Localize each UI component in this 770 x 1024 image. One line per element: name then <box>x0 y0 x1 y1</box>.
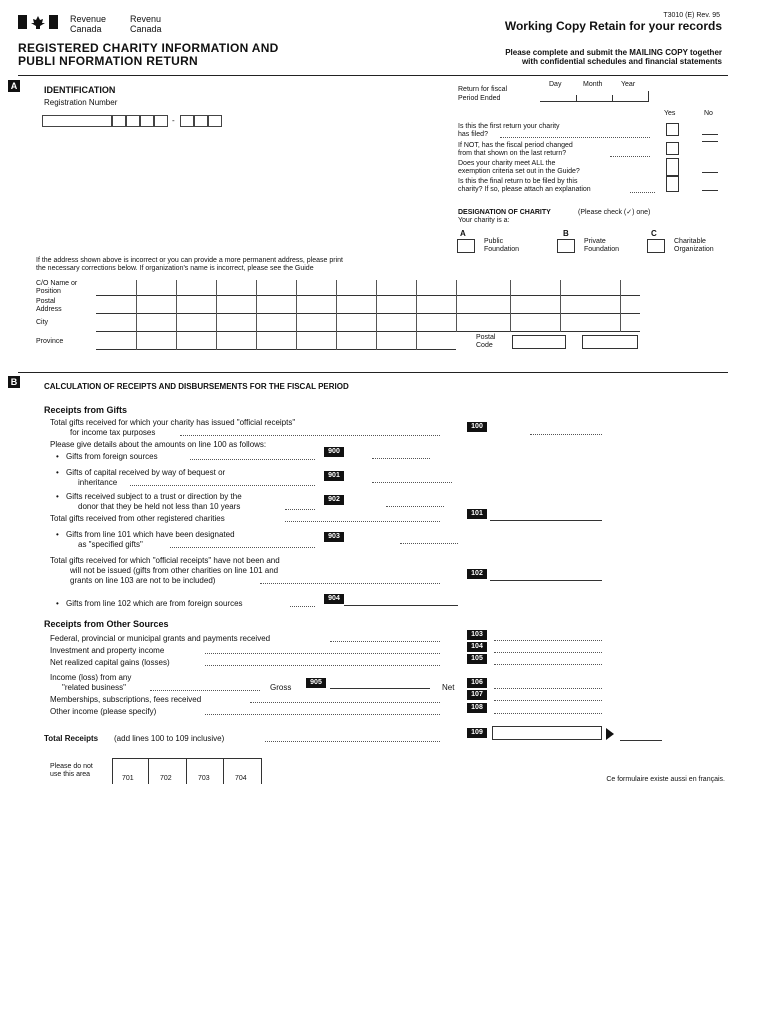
gov-name-en-2: Canada <box>70 24 102 34</box>
address-note-2: the necessary corrections below. If organization's name is incorrect, please see the Guide <box>36 265 314 272</box>
charitable-organization-checkbox[interactable] <box>647 239 665 253</box>
total-receipts-carry-field[interactable] <box>620 740 662 741</box>
line-101-amount-field[interactable] <box>490 520 602 521</box>
charitable-organization-label-2: Organization <box>674 246 714 253</box>
line-107-code: 107 <box>467 690 487 700</box>
designation-option-a-letter: A <box>460 229 466 238</box>
line-102-label-3: grants on line 103 are not to be included) <box>70 576 216 585</box>
gross-amount-field[interactable] <box>330 688 430 689</box>
postal-code-field-2[interactable] <box>582 335 638 349</box>
line-102-code: 102 <box>467 569 487 579</box>
gross-label: Gross <box>270 683 292 692</box>
period-ended-date-field[interactable] <box>540 91 650 103</box>
postal-code-field-1[interactable] <box>512 335 566 349</box>
question-fiscal-change-2: from that shown on the last return? <box>458 150 567 157</box>
designation-option-c-letter: C <box>651 229 657 238</box>
postal-code-label-2: Code <box>476 342 493 349</box>
final-return-yes-checkbox[interactable] <box>666 176 679 192</box>
line-107-amount-field[interactable] <box>494 700 602 701</box>
postal-address-label-2: Address <box>36 306 62 313</box>
section-a-title: IDENTIFICATION <box>44 85 116 95</box>
line-901-code: 901 <box>324 471 344 481</box>
section-divider <box>18 372 728 373</box>
registration-number-label: Registration Number <box>44 98 118 107</box>
gifts-heading: Receipts from Gifts <box>44 405 128 415</box>
reserved-area-note-2: use this area <box>50 771 91 778</box>
private-foundation-label-2: Foundation <box>584 246 620 253</box>
question-exemption-2: exemption criteria set out in the Guide? <box>458 168 580 175</box>
line-904-amount-field[interactable] <box>344 605 458 606</box>
line-100-label-2: for income tax purposes <box>70 428 156 437</box>
no-header: No <box>704 110 713 117</box>
line-102-label-1: Total gifts received for which "official receipts" have not been and <box>50 556 280 565</box>
line-901-label-1: Gifts of capital received by way of bequest or <box>66 468 226 477</box>
exemption-no-field[interactable] <box>702 172 718 173</box>
line-904-code: 904 <box>324 594 344 604</box>
charitable-organization-label-1: Charitable <box>674 238 706 245</box>
line-106-amount-field[interactable] <box>494 688 602 689</box>
question-fiscal-change-1: If NOT, has the fiscal period changed <box>458 142 573 149</box>
line-106-label-1: Income (loss) from any <box>50 673 132 682</box>
province-label: Province <box>36 338 64 345</box>
province-field[interactable] <box>96 336 456 350</box>
public-foundation-checkbox[interactable] <box>457 239 475 253</box>
line-902-label-2: donor that they be held not less than 10 years <box>78 502 241 511</box>
postal-code-label-1: Postal <box>476 334 496 341</box>
address-note-1: If the address shown above is incorrect or you can provide a more permanent address, please print <box>36 257 343 264</box>
return-fiscal-label-1: Return for fiscal <box>458 86 508 93</box>
form-title-line-1: REGISTERED CHARITY INFORMATION AND <box>18 41 279 55</box>
exemption-yes-checkbox[interactable] <box>666 158 679 176</box>
designation-subtitle: Your charity is a: <box>458 217 510 224</box>
line-108-amount-field[interactable] <box>494 713 602 714</box>
line-901-amount-field[interactable] <box>372 482 452 483</box>
section-a-badge: A <box>8 80 20 92</box>
question-exemption-1: Does your charity meet ALL the <box>458 160 556 167</box>
submit-instruction-1: Please complete and submit the MAILING COPY together <box>505 48 722 57</box>
line-107-label: Memberships, subscriptions, fees received <box>50 695 202 704</box>
line-904-label: Gifts from line 102 which are from foreign sources <box>66 599 243 608</box>
public-foundation-label-1: Public <box>484 238 504 245</box>
line-902-code: 902 <box>324 495 344 505</box>
reserved-code-704: 704 <box>235 775 247 782</box>
line-902-amount-field[interactable] <box>386 506 444 507</box>
day-label: Day <box>549 81 562 88</box>
line-104-amount-field[interactable] <box>494 652 602 653</box>
form-number: T3010 (E) Rev. 95 <box>663 12 720 19</box>
public-foundation-label-2: Foundation <box>484 246 520 253</box>
reserved-code-701: 701 <box>122 775 134 782</box>
line-900-label: Gifts from foreign sources <box>66 452 158 461</box>
submit-instruction-2: with confidential schedules and financial statements <box>521 57 722 66</box>
line-105-label: Net realized capital gains (losses) <box>50 658 170 667</box>
yes-header: Yes <box>664 110 676 117</box>
line-100-code: 100 <box>467 422 487 432</box>
return-fiscal-label-2: Period Ended <box>458 95 501 102</box>
line-109-amount-field[interactable] <box>492 726 602 740</box>
fiscal-change-no-field[interactable] <box>702 141 718 142</box>
line-105-code: 105 <box>467 654 487 664</box>
line-108-code: 108 <box>467 703 487 713</box>
details-instruction: Please give details about the amounts on line 100 as follows: <box>50 440 267 449</box>
line-102-label-2: will not be issued (gifts from other charities on line 101 and <box>70 566 279 575</box>
line-108-label: Other income (please specify) <box>50 707 157 716</box>
line-903-code: 903 <box>324 532 344 542</box>
co-name-label-1: C/O Name or <box>36 280 78 287</box>
line-104-code: 104 <box>467 642 487 652</box>
question-first-return-1: Is this the first return your charity <box>458 123 560 130</box>
line-900-code: 900 <box>324 447 344 457</box>
line-102-amount-field[interactable] <box>490 580 602 581</box>
question-final-return-1: Is this the final return to be filed by this <box>458 178 578 185</box>
line-103-label: Federal, provincial or municipal grants and payments received <box>50 634 271 643</box>
other-sources-heading: Receipts from Other Sources <box>44 619 169 629</box>
question-final-return-2: charity? If so, please attach an explanation <box>458 186 591 193</box>
line-101-code: 101 <box>467 509 487 519</box>
arrow-right-icon <box>606 728 614 740</box>
line-103-amount-field[interactable] <box>494 640 602 641</box>
private-foundation-checkbox[interactable] <box>557 239 575 253</box>
postal-address-label-1: Postal <box>36 298 56 305</box>
gov-name-fr-1: Revenu <box>130 14 162 24</box>
designation-title: DESIGNATION OF CHARITY <box>458 209 551 216</box>
private-foundation-label-1: Private <box>584 238 606 245</box>
month-label: Month <box>583 81 603 88</box>
final-return-no-field[interactable] <box>702 190 718 191</box>
copy-label: Working Copy Retain for your records <box>504 19 722 33</box>
line-903-label-2: as "specified gifts" <box>78 540 143 549</box>
question-first-return-2: has filed? <box>458 131 488 138</box>
line-905-code: 905 <box>306 678 326 688</box>
total-receipts-note: (add lines 100 to 109 inclusive) <box>114 734 225 743</box>
section-b-title: CALCULATION OF RECEIPTS AND DISBURSEMENTS FOR THE FISCAL PERIOD <box>44 382 349 391</box>
line-903-label-1: Gifts from line 101 which have been designated <box>66 530 235 539</box>
net-label: Net <box>442 683 455 692</box>
registration-number-field[interactable]: - <box>42 115 224 129</box>
canada-flag-logo <box>18 14 58 30</box>
line-100-label-1: Total gifts received for which your charity has issued "official receipts" <box>50 418 296 427</box>
line-105-amount-field[interactable] <box>494 664 602 665</box>
form-title-line-2: PUBLI NFORMATION RETURN <box>18 54 198 68</box>
line-903-amount-field[interactable] <box>400 543 458 544</box>
header-rule <box>18 75 728 76</box>
city-label: City <box>36 319 49 326</box>
line-900-amount-field[interactable] <box>372 458 430 459</box>
line-109-code: 109 <box>467 728 487 738</box>
total-receipts-label: Total Receipts <box>44 734 99 743</box>
fiscal-change-yes-checkbox[interactable] <box>666 142 679 155</box>
gov-name-en-1: Revenue <box>70 14 107 24</box>
line-902-label-1: Gifts received subject to a trust or direction by the <box>66 492 242 501</box>
first-return-yes-checkbox[interactable] <box>666 123 679 136</box>
designation-option-b-letter: B <box>563 229 569 238</box>
gov-name-fr-2: Canada <box>130 24 162 34</box>
line-100-amount-field[interactable] <box>530 434 602 435</box>
line-106-label-2: "related business" <box>62 683 126 692</box>
section-b-badge: B <box>8 376 20 388</box>
designation-note: (Please check (✓) one) <box>578 209 651 216</box>
line-106-code: 106 <box>467 678 487 688</box>
reserved-code-703: 703 <box>198 775 210 782</box>
line-901-label-2: inheritance <box>78 478 118 487</box>
reserved-area-note-1: Please do not <box>50 763 93 770</box>
line-104-label: Investment and property income <box>50 646 165 655</box>
reserved-code-702: 702 <box>160 775 172 782</box>
co-name-label-2: Position <box>36 288 61 295</box>
first-return-no-field[interactable] <box>702 134 718 135</box>
line-103-code: 103 <box>467 630 487 640</box>
french-availability-note: Ce formulaire existe aussi en français. <box>606 776 725 783</box>
line-101-label: Total gifts received from other registered charities <box>50 514 225 523</box>
year-label: Year <box>621 81 636 88</box>
